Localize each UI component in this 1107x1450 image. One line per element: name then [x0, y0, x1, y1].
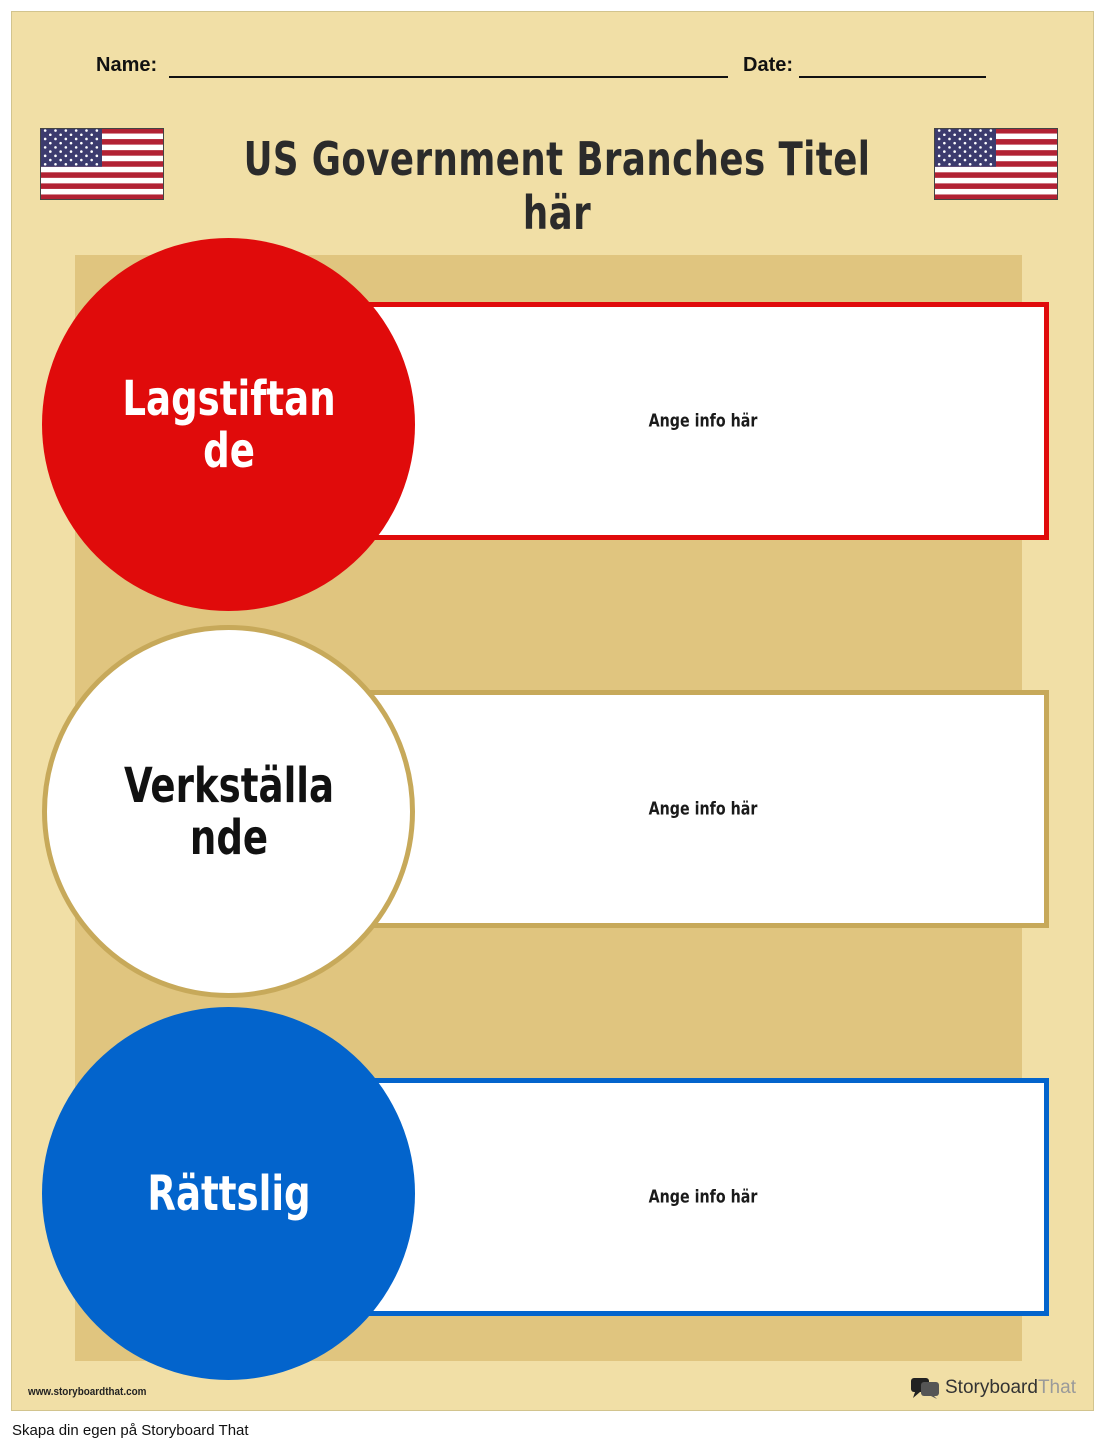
- judicial-label: Rättslig: [146, 1165, 311, 1222]
- executive-label: Verkställande: [123, 757, 334, 866]
- date-field-line[interactable]: [799, 76, 986, 78]
- footer-caption: Skapa din egen på Storyboard That: [12, 1422, 249, 1439]
- judicial-info-box[interactable]: [357, 1078, 1049, 1316]
- page-title: US Government Branches Titel här: [243, 132, 871, 240]
- us-flag-icon: [40, 128, 164, 200]
- site-url[interactable]: www.storyboardthat.com: [28, 1386, 147, 1398]
- us-flag-icon: [934, 128, 1058, 200]
- storyboardthat-logo-icon: [909, 1376, 941, 1400]
- executive-info-box[interactable]: [357, 690, 1049, 928]
- legislative-label: Lagstiftande: [121, 370, 336, 479]
- name-label: Name:: [96, 54, 158, 76]
- judicial-info-text: Ange info här: [648, 1186, 758, 1208]
- name-field-line[interactable]: [169, 76, 728, 78]
- date-label: Date:: [743, 54, 794, 76]
- brand-name: [945, 1377, 1076, 1399]
- worksheet: [11, 11, 1094, 1411]
- executive-circle: [42, 625, 415, 998]
- brand-name-suffix: That: [1037, 1377, 1076, 1398]
- brand-logo[interactable]: [909, 1374, 1076, 1402]
- judicial-circle: [42, 1007, 415, 1380]
- legislative-info-text: Ange info här: [648, 410, 758, 432]
- executive-info-text: Ange info här: [648, 798, 758, 820]
- legislative-info-box[interactable]: [357, 302, 1049, 540]
- brand-name-main: Storyboard: [945, 1377, 1038, 1398]
- legislative-circle: [42, 238, 415, 611]
